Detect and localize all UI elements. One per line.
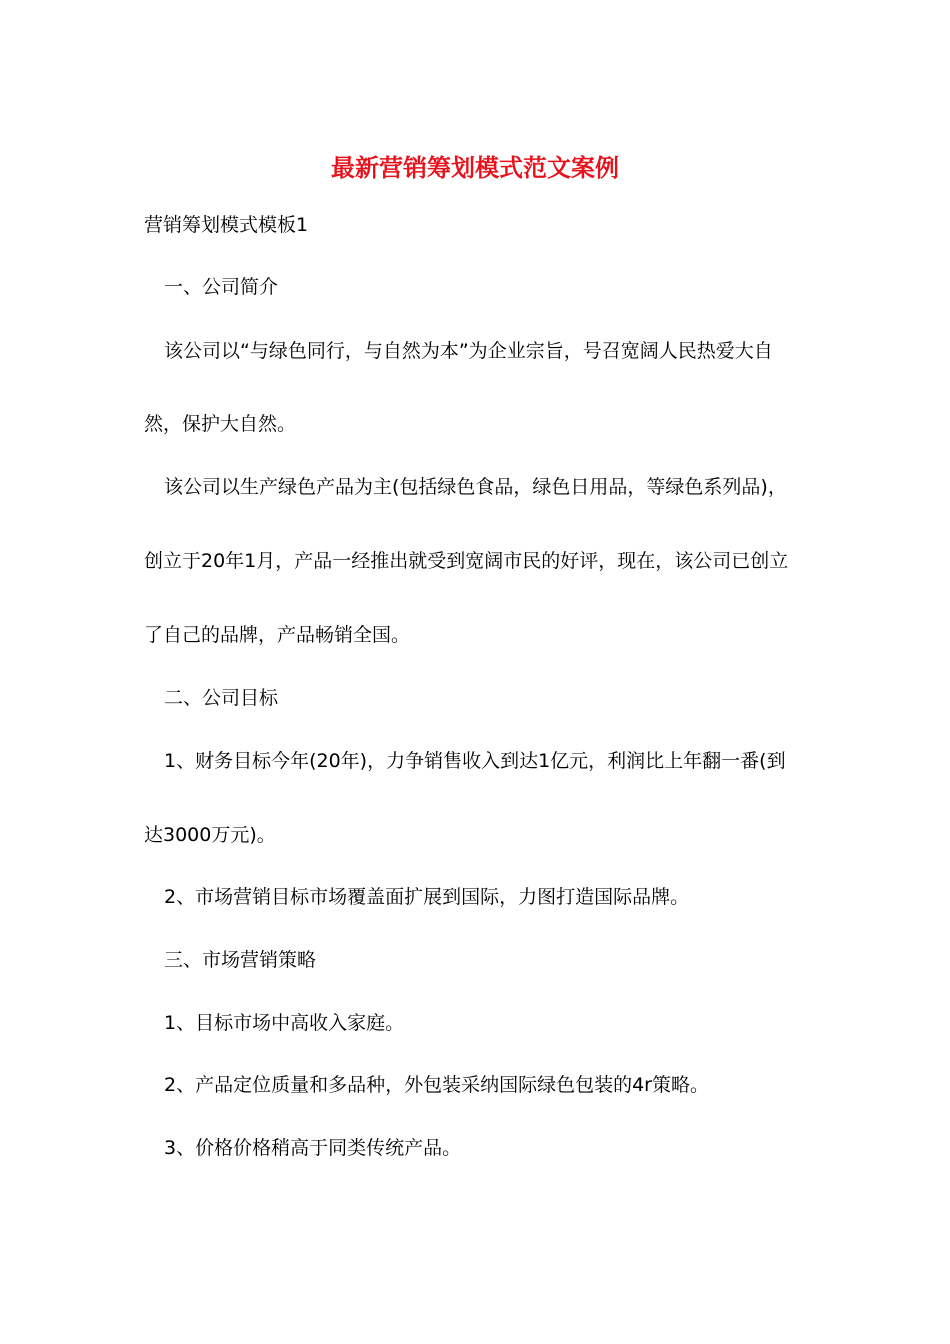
list-item: 2、产品定位质量和多品种，外包装采纳国际绿色包装的4r策略。 [164, 1074, 709, 1096]
list-item: 3、价格价格稍高于同类传统产品。 [164, 1137, 462, 1159]
paragraph-line: 然，保护大自然。 [144, 413, 297, 435]
section-heading-marketing-strategy: 三、市场营销策略 [164, 949, 317, 971]
paragraph-line: 该公司以“与绿色同行，与自然为本”为企业宗旨，号召宽阔人民热爱大自 [164, 340, 773, 362]
section-heading-company-intro: 一、公司简介 [164, 276, 279, 298]
list-item: 1、目标市场中高收入家庭。 [164, 1012, 405, 1034]
list-item: 1、财务目标今年(20年)，力争销售收入到达1亿元，利润比上年翻一番(到 [164, 750, 786, 772]
template-heading: 营销筹划模式模板1 [144, 214, 309, 236]
paragraph-line: 达3000万元)。 [144, 824, 276, 846]
paragraph-line: 该公司以生产绿色产品为主(包括绿色食品，绿色日用品，等绿色系列品)， [164, 476, 787, 498]
section-heading-company-goals: 二、公司目标 [164, 687, 279, 709]
document-title: 最新营销筹划模式范文案例 [331, 153, 619, 182]
list-item: 2、市场营销目标市场覆盖面扩展到国际，力图打造国际品牌。 [164, 886, 690, 908]
paragraph-line: 了自己的品牌，产品畅销全国。 [144, 624, 411, 646]
paragraph-line: 创立于20年1月，产品一经推出就受到宽阔市民的好评，现在，该公司已创立 [144, 550, 789, 572]
